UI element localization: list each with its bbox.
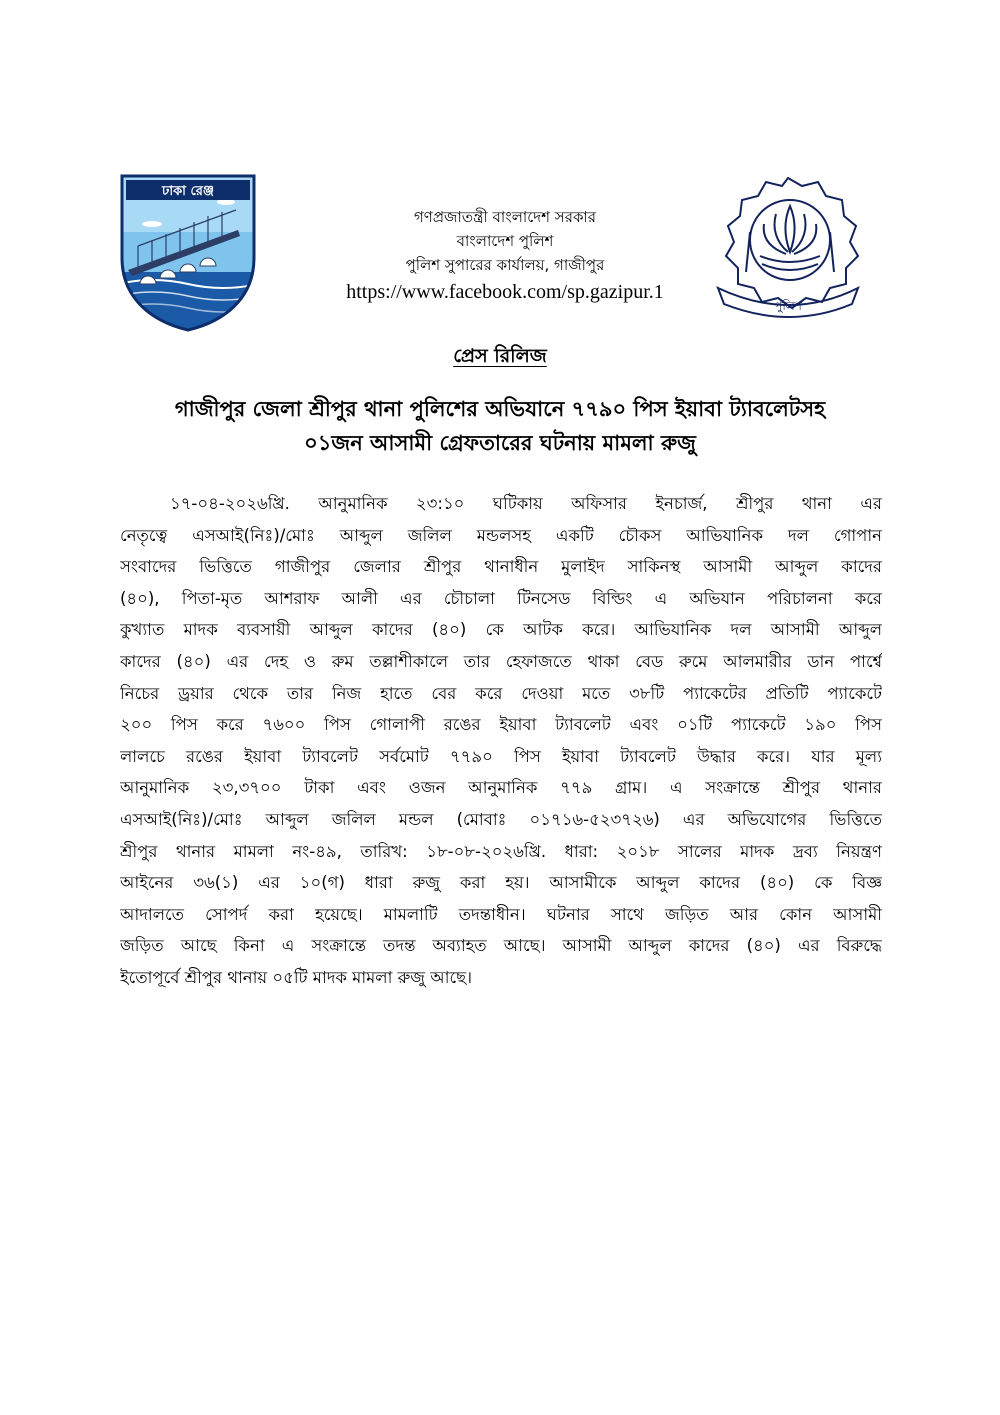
headline-line-2: ০১জন আসামী গ্রেফতারের ঘটনায় মামলা রুজু [304, 431, 696, 455]
body-line: ১৭-০৪-২০২৬খ্রি. আনুমানিক ২৩:১০ ঘটিকায় অফিসার ইনচার্জ, শ্রীপুর থানা এর [170, 494, 882, 513]
body-line: জড়িত আছে কিনা এ সংক্রান্তে তদন্ত অব্যাহত আছে। আসামী আব্দুল কাদের (৪০) এর বিরুদ্ধে [120, 936, 882, 956]
body-line: ২০০ পিস করে ৭৬০০ পিস গোলাপী রঙের ইয়াবা ট্যাবলেট এবং ০১টি প্যাকেটে ১৯০ পিস [120, 715, 882, 735]
body-line: নিচের ড্রয়ার থেকে তার নিজ হাতে বের করে দেওয়া মতে ৩৮টি প্যাকেটের প্রতিটি প্যাকেটে [120, 683, 882, 703]
body-line: শ্রীপুর থানার মামলা নং-৪৯, তারিখ: ১৮-০৮-২০২৬খ্রি. ধারা: ২০১৮ সালের মাদক দ্রব্য নিয়ন্ত্রণ [120, 841, 882, 861]
bangladesh-police-logo [710, 172, 866, 322]
press-release-body [120, 488, 882, 994]
body-line: নেতৃত্বে এসআই(নিঃ)/মোঃ আব্দুল জলিল মন্ডলসহ একটি চৌকস আভিযানিক দল গোপান [120, 525, 882, 545]
header-government: গণপ্রজাতন্ত্রী বাংলাদেশ সরকার [413, 208, 597, 226]
body-line: আইনের ৩৬(১) এর ১০(গ) ধারা রুজু করা হয়। আসামীকে আব্দুল কাদের (৪০) কে বিজ্ঞ [120, 873, 882, 893]
body-line: লালচে রঙের ইয়াবা ট্যাবলেট সর্বমোট ৭৭৯০ পিস ইয়াবা ট্যাবলেট উদ্ধার করে। যার মূল্য [120, 746, 882, 766]
header-office: পুলিশ সুপারের কার্যালয়, গাজীপুর [405, 256, 605, 274]
body-line: আনুমানিক ২৩,৩৭০০ টাকা এবং ওজন আনুমানিক ৭৭৯ গ্রাম। এ সংক্রান্তে শ্রীপুর থানার [120, 778, 882, 798]
press-release-title: প্রেস রিলিজ [453, 345, 547, 367]
header-facebook-url: https://www.facebook.com/sp.gazipur.1 [346, 281, 664, 303]
body-line: কাদের (৪০) এর দেহ ও রুম তল্লাশীকালে তার হেফাজতে থাকা বেড রুমে আলমারীর ডান পার্শ্বে [120, 651, 882, 671]
dhaka-range-logo [118, 172, 258, 334]
body-line: (৪০), পিতা-মৃত আশরাফ আলী এর চৌচালা টিনসেড বিল্ডিং এ অভিযান পরিচালনা করে [120, 588, 882, 608]
headline-line-1: গাজীপুর জেলা শ্রীপুর থানা পুলিশের অভিযানে ৭৭৯০ পিস ইয়াবা ট্যাবলেটসহ [174, 397, 826, 421]
body-line: সংবাদের ভিত্তিতে গাজীপুর জেলার শ্রীপুর থানাধীন মুলাইদ সাকিনস্থ আসামী আব্দুল কাদের [120, 557, 882, 577]
range-logo-text: ঢাকা রেঞ্জ [161, 184, 215, 199]
headline [110, 392, 890, 460]
body-line: এসআই(নিঃ)/মোঃ আব্দুল জলিল মন্ডল (মোবাঃ ০১৭১৬-৫২৩৭২৬) এর অভিযোগের ভিত্তিতে [120, 809, 882, 829]
body-line: আদালতে সোপর্দ করা হয়েছে। মামলাটি তদন্তাধীন। ঘটনার সাথে জড়িত আর কোন আসামী [120, 904, 882, 924]
header-police: বাংলাদেশ পুলিশ [456, 232, 554, 250]
body-line: কুখ্যাত মাদক ব্যবসায়ী আব্দুল কাদের (৪০) কে আটক করে। আভিযানিক দল আসামী আব্দুল [120, 620, 882, 640]
body-line: ইতোপূর্বে শ্রীপুর থানায় ০৫টি মাদক মামলা রুজু আছে। [120, 967, 473, 987]
office-header [290, 205, 720, 307]
police-logo-text: পুলিশ [774, 299, 802, 313]
